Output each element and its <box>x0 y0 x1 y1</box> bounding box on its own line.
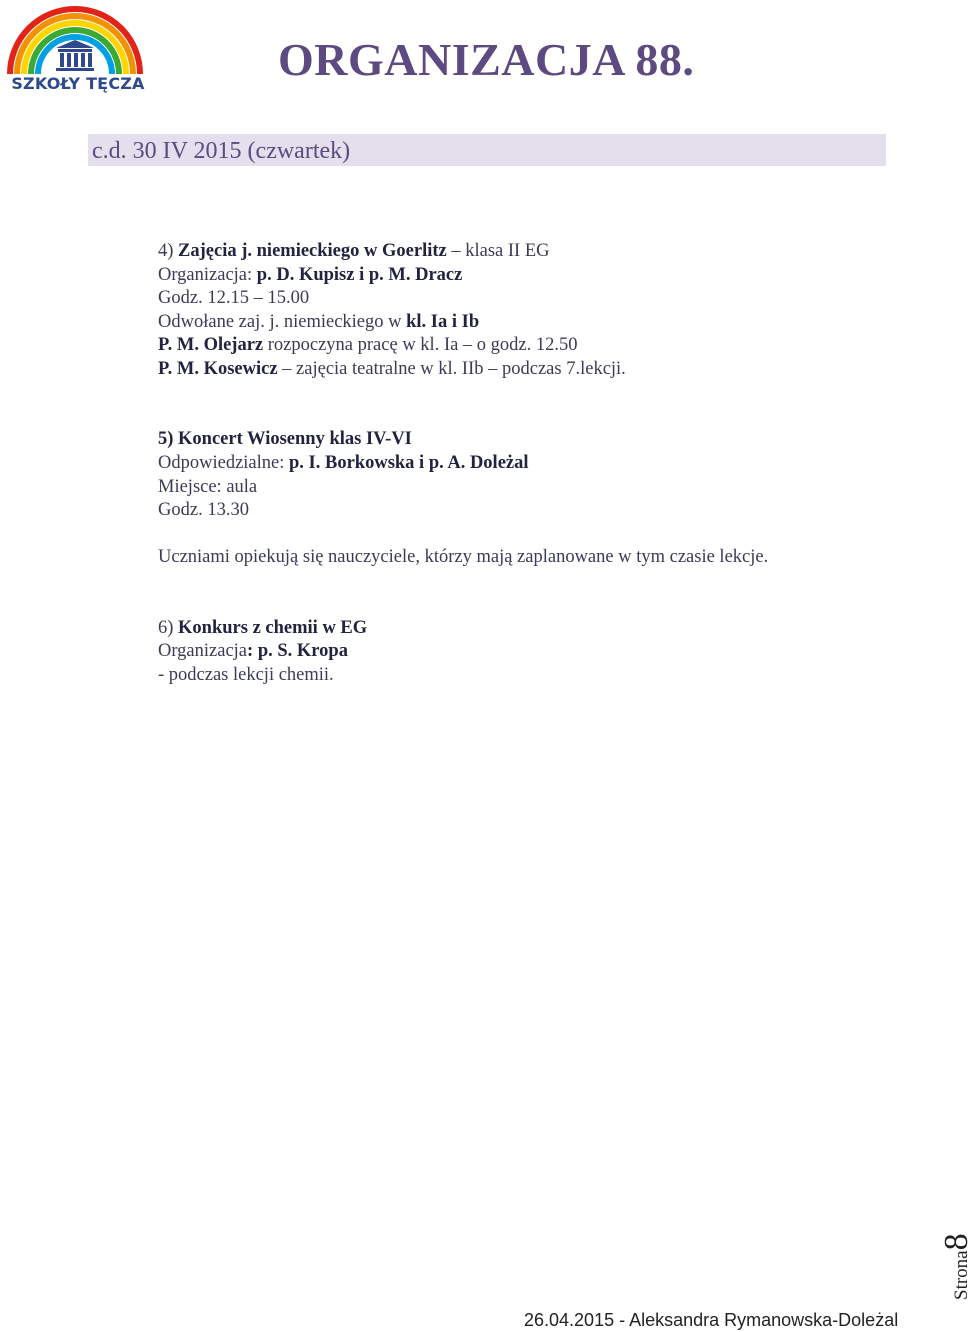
section4-teacher2 <box>158 358 626 380</box>
page-number <box>938 1233 976 1300</box>
section4-time: Godz. 12.15 – 15.00 <box>158 288 310 308</box>
teacher1-info: rozpoczyna pracę w kl. Ia – o godz. 12.50 <box>263 335 578 355</box>
section5-heading: 5) Koncert Wiosenny klas IV-VI <box>158 429 412 449</box>
responsible-value: p. I. Borkowska i p. A. Doleżal <box>289 453 529 473</box>
section4-heading <box>158 240 549 262</box>
date-heading: c.d. 30 IV 2015 (czwartek) <box>92 138 351 164</box>
section4-cancellation <box>158 311 479 333</box>
section6-title: Konkurs z chemii w EG <box>178 618 368 638</box>
section4-class: – klasa II EG <box>446 241 550 261</box>
section6-note: - podczas lekcji chemii. <box>158 665 334 685</box>
section4-number: 4) <box>158 241 179 261</box>
teacher2-name: P. M. Kosewicz <box>158 359 278 379</box>
section4-organizers <box>158 264 462 286</box>
section6-org-value: : p. S. Kropa <box>247 641 348 661</box>
school-logo <box>4 2 146 98</box>
section5-note: Uczniami opiekują się nauczyciele, którzy mają zaplanowane w tym czasie lekcje. <box>158 547 769 567</box>
section6-heading <box>158 617 367 639</box>
section6-organizer <box>158 640 348 662</box>
cancellation-classes: kl. Ia i Ib <box>406 312 480 332</box>
section5-place: Miejsce: aula <box>158 477 258 497</box>
page-number-value: 8 <box>938 1233 975 1251</box>
logo-text: SZKOŁY TĘCZA <box>11 74 145 93</box>
section5-time: Godz. 13.30 <box>158 500 249 520</box>
section4-teacher1 <box>158 334 578 356</box>
footer: 26.04.2015 - Aleksandra Rymanowska-Doleżal <box>524 1310 899 1330</box>
teacher2-info: – zajęcia teatralne w kl. IIb – podczas 7.lekcji. <box>277 359 626 379</box>
date-bar <box>88 134 886 166</box>
rainbow-building-icon <box>4 2 146 78</box>
responsible-label: Odpowiedzialne: <box>158 453 289 473</box>
cancellation-text: Odwołane zaj. j. niemieckiego w <box>158 312 407 332</box>
organizers-label: Organizacja: <box>158 265 257 285</box>
page-label: Strona <box>951 1250 972 1300</box>
teacher1-name: P. M. Olejarz <box>158 335 264 355</box>
section5-responsible <box>158 452 529 474</box>
section6-org-label: Organizacja <box>158 641 248 661</box>
organizers-value: p. D. Kupisz i p. M. Dracz <box>256 265 463 285</box>
section6-number: 6) <box>158 618 179 638</box>
document-title: ORGANIZACJA 88. <box>278 34 695 85</box>
section4-title: Zajęcia j. niemieckiego w Goerlitz <box>178 241 447 261</box>
